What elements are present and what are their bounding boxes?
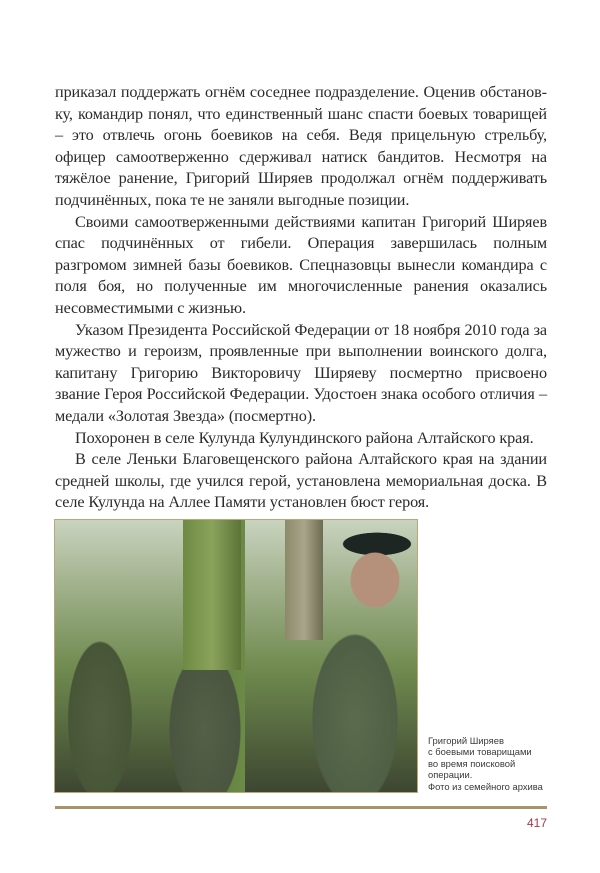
caption-line: Григорий Ширяев bbox=[428, 735, 504, 746]
body-text bbox=[55, 82, 547, 514]
caption-line: с боевыми товарищами bbox=[428, 746, 532, 758]
paragraph-1: приказал поддержать огнём соседнее подразделение. Оценив обстановку, командир понял, что единственный шанс спасти боевых товарищей – это отвлечь огонь боевиков на себя. Ведя прицельную стрельбу, офицер самоотверженно сдерживал натиск бандитов. Несмотря на тяжёлое ранение, Григорий Ширяев продолжал огнём поддерживать подчинённых, пока те не заняли выгодные позиции. bbox=[55, 83, 547, 209]
paragraph-2: Своими самоотверженными действиями капитан Григорий Ширяев спас подчинённых от гибели. Операция завершилась полным разгромом зимней базы боевиков. Спецназовцы вынесли командира с поля боя, но полученные им многочисленные ранения оказались несовместимыми с жизнью. bbox=[55, 212, 547, 317]
photo-tree-trunk bbox=[285, 520, 323, 640]
page-number: 417 bbox=[526, 816, 547, 830]
photo-caption bbox=[428, 735, 553, 792]
photo-soldiers-in-forest bbox=[54, 519, 418, 793]
paragraph-4: Похоронен в селе Кулунда Кулундинского района Алтайского края. bbox=[75, 428, 534, 447]
footer-rule bbox=[55, 806, 547, 809]
paragraph-5: В селе Леньки Благовещенского района Алтайского края на здании средней школы, где учился герой, установлена мемориальная доска. В селе Кулунда на Аллее Памяти установлен бюст героя. bbox=[55, 450, 547, 512]
caption-line: Фото из семейного архива bbox=[428, 780, 543, 792]
photo-tree-trunk bbox=[183, 520, 241, 670]
paragraph-3: Указом Президента Российской Федерации от 18 ноября 2010 года за мужество и героизм, проявленные при выполнении воинского долга, капитану Григорию Викторовичу Ширяеву посмертно присвоено звание Героя Российской Федерации. Удостоен знака особого отличия – медали «Золотая Звезда» (посмертно). bbox=[55, 320, 547, 425]
caption-line: во время поисковой bbox=[428, 757, 516, 769]
caption-line: операции. bbox=[428, 769, 473, 781]
